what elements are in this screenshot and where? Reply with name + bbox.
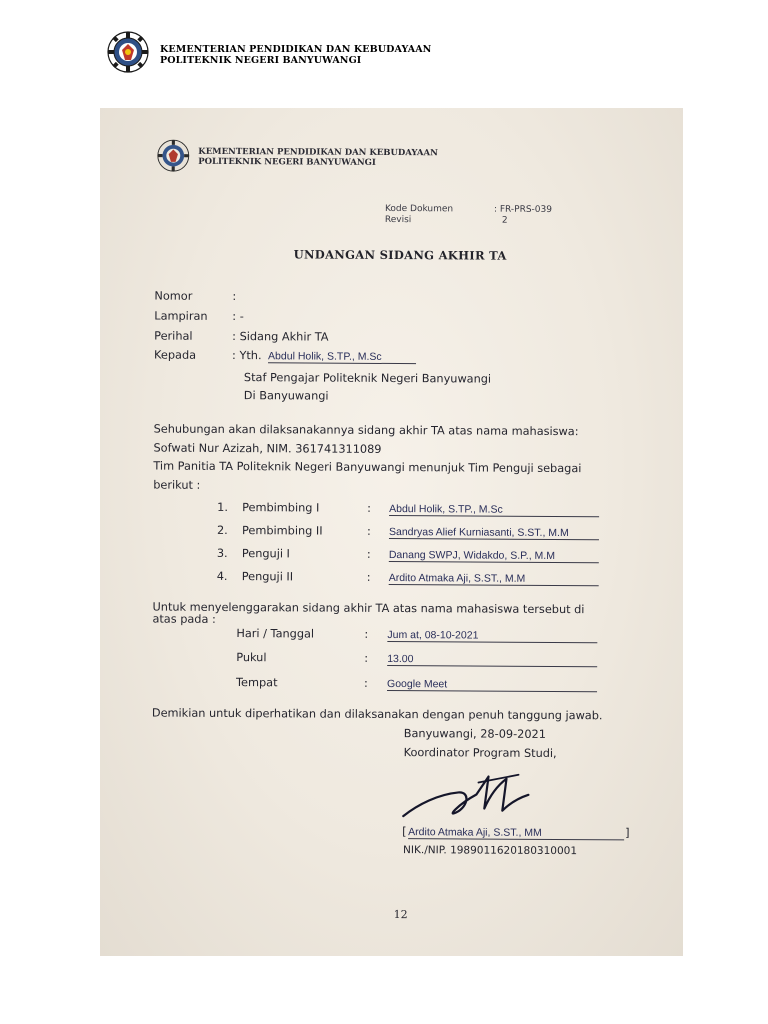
- kepada-line3: Di Banyuwangi: [243, 389, 329, 403]
- examiner-num: 3.: [216, 546, 228, 560]
- examiner-name: Sandryas Alief Kurniasanti, S.ST., M.M: [389, 526, 599, 540]
- header-institution: POLITEKNIK NEGERI BANYUWANGI: [160, 55, 362, 66]
- schedule-sep: :: [364, 627, 369, 641]
- signer-bracket-close: ]: [625, 826, 630, 840]
- doc-code-value: : FR-PRS-039: [493, 204, 553, 215]
- letter-document: [100, 108, 683, 956]
- letter-title: UNDANGAN SIDANG AKHIR TA: [293, 247, 507, 263]
- schedule-label: Pukul: [236, 651, 267, 665]
- perihal-label: Perihal: [154, 329, 193, 343]
- schedule-sep: :: [364, 651, 369, 665]
- signer-name: Ardito Atmaka Aji, S.ST., MM: [408, 826, 624, 840]
- para1-line3: Tim Panitia TA Politeknik Negeri Banyuwangi menunjuk Tim Penguji sebagai: [153, 459, 582, 476]
- closing-text: Demikian untuk diperhatikan dan dilaksanakan dengan penuh tanggung jawab.: [151, 706, 603, 723]
- doc-code-label: Kode Dokumen: [384, 203, 454, 215]
- schedule-value: 13.00: [387, 653, 597, 667]
- schedule-value: Google Meet: [387, 678, 597, 692]
- lampiran-label: Lampiran: [154, 309, 208, 323]
- lampiran-value: : -: [232, 310, 244, 324]
- examiner-sep: :: [366, 547, 371, 561]
- examiner-num: 4.: [216, 569, 228, 583]
- schedule-value: Jum at, 08-10-2021: [387, 629, 597, 643]
- letter-photo: [100, 108, 683, 956]
- page-number: 12: [393, 908, 408, 922]
- examiner-num: 2.: [216, 523, 228, 537]
- examiner-sep: :: [366, 524, 371, 538]
- schedule-label: Tempat: [236, 676, 278, 690]
- page-header: [106, 30, 666, 74]
- para2-line2: atas pada :: [152, 612, 216, 626]
- examiner-sep: :: [367, 501, 371, 515]
- place-date: Banyuwangi, 28-09-2021: [403, 727, 546, 741]
- letter-header-institution: POLITEKNIK NEGERI BANYUWANGI: [198, 156, 376, 168]
- para1-line1: Sehubungan akan dilaksanakannya sidang akhir TA atas nama mahasiswa:: [153, 422, 579, 439]
- nomor-label: Nomor: [154, 289, 193, 303]
- examiner-role: Pembimbing I: [242, 501, 320, 515]
- para2-line1: Untuk menyelenggarakan sidang akhir TA atas nama mahasiswa tersebut di: [152, 600, 585, 617]
- perihal-value: : Sidang Akhir TA: [232, 330, 329, 344]
- kepada-label: Kepada: [154, 348, 197, 362]
- kepada-name: Abdul Holik, S.TP., M.Sc: [268, 350, 416, 364]
- para1-line2: Sofwati Nur Azizah, NIM. 361741311089: [153, 441, 382, 456]
- examiner-sep: :: [366, 570, 371, 584]
- examiner-num: 1.: [217, 500, 228, 515]
- signer-bracket-open: [: [402, 825, 407, 839]
- para1-line4: berikut :: [153, 478, 201, 492]
- letter-header-ministry: KEMENTERIAN PENDIDIKAN DAN KEBUDAYAAN: [198, 146, 438, 159]
- revision-label: Revisi: [384, 214, 412, 226]
- kepada-line2: Staf Pengajar Politeknik Negeri Banyuwangi: [243, 371, 492, 386]
- schedule-label: Hari / Tanggal: [236, 627, 315, 641]
- examiner-role: Pembimbing II: [241, 524, 323, 538]
- examiner-role: Penguji II: [241, 570, 294, 584]
- signature-icon: [398, 764, 568, 827]
- signer-role: Koordinator Program Studi,: [403, 746, 557, 761]
- schedule-sep: :: [364, 676, 368, 690]
- examiner-name: Ardito Atmaka Aji, S.ST., M.M: [389, 572, 599, 586]
- examiner-name: Danang SWPJ, Widakdo, S.P., M.M: [389, 549, 599, 563]
- polinema-logo-icon: [106, 30, 150, 74]
- letter-logo-icon: [156, 139, 190, 173]
- nomor-value: :: [232, 290, 237, 304]
- header-ministry: KEMENTERIAN PENDIDIKAN DAN KEBUDAYAAN: [160, 44, 432, 55]
- examiner-role: Penguji I: [241, 547, 290, 561]
- examiner-name: Abdul Holik, S.TP., M.Sc: [389, 503, 599, 517]
- kepada-prefix: : Yth.: [232, 349, 262, 363]
- revision-value: 2: [501, 215, 508, 226]
- signer-nip: NIK./NIP. 1989011620180310001: [403, 844, 578, 858]
